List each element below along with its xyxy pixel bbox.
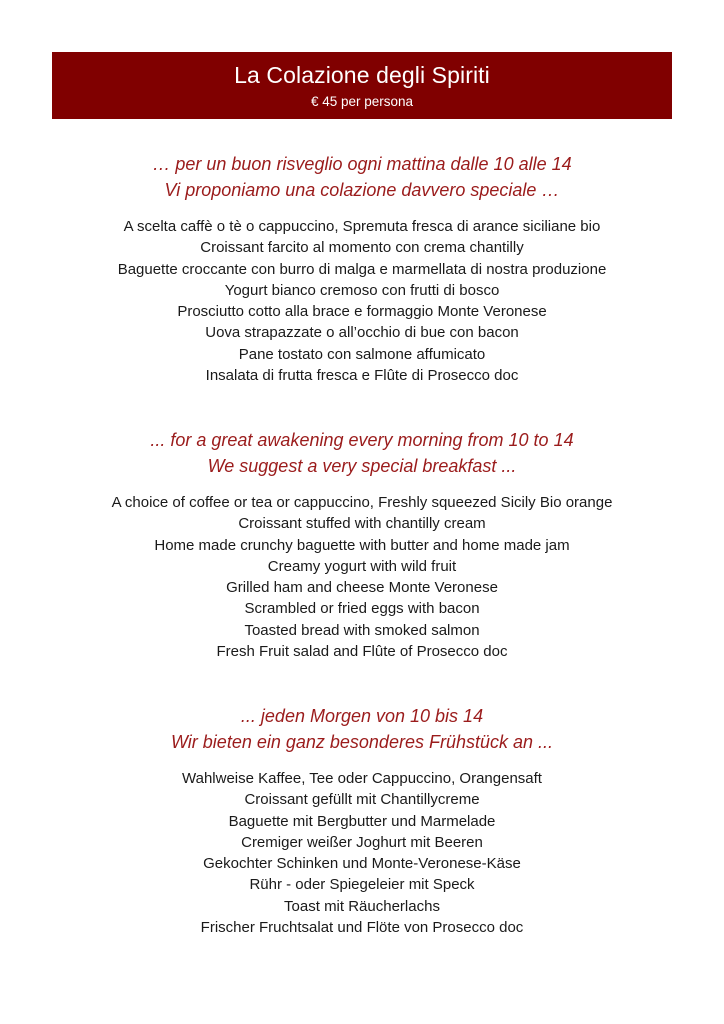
- intro-line: Vi proponiamo una colazione davvero speciale …: [164, 180, 560, 200]
- menu-item-list: [0, 492, 724, 662]
- section-intro: [0, 151, 724, 203]
- menu-item: Baguette mit Bergbutter und Marmelade: [228, 812, 496, 830]
- menu-item: Toast mit Räucherlachs: [284, 897, 440, 915]
- section-german: [0, 703, 724, 938]
- menu-header: [52, 52, 672, 119]
- menu-item: Frischer Fruchtsalat und Flöte von Prosecco doc: [200, 919, 524, 937]
- intro-line: ... for a great awakening every morning from 10 to 14: [150, 430, 574, 450]
- menu-item: Uova strapazzate o all’occhio di bue con bacon: [205, 324, 519, 342]
- menu-item: A choice of coffee or tea or cappuccino, Freshly squeezed Sicily Bio orange: [111, 494, 613, 511]
- section-english: [0, 427, 724, 662]
- menu-item: Pane tostato con salmone affumicato: [238, 345, 486, 363]
- menu-item: Wahlweise Kaffee, Tee oder Cappuccino, Orangensaft: [182, 770, 542, 787]
- section-intro: [0, 427, 724, 479]
- intro-line: We suggest a very special breakfast ...: [207, 456, 517, 476]
- menu-item: Cremiger weißer Joghurt mit Beeren: [241, 833, 483, 851]
- section-italian: [0, 151, 724, 386]
- menu-item: Croissant gefüllt mit Chantillycreme: [244, 791, 480, 809]
- menu-title: La Colazione degli Spiriti: [234, 62, 490, 88]
- menu-item: Gekochter Schinken und Monte-Veronese-Käse: [203, 855, 521, 873]
- menu-item: Insalata di frutta fresca e Flûte di Prosecco doc: [205, 367, 519, 385]
- intro-line: Wir bieten ein ganz besonderes Frühstück an ...: [170, 732, 554, 752]
- menu-item: Yogurt bianco cremoso con frutti di bosco: [224, 281, 500, 299]
- menu-price: € 45 per persona: [310, 94, 414, 109]
- menu-item: Scrambled or fried eggs with bacon: [244, 600, 480, 618]
- menu-item: Fresh Fruit salad and Flûte of Prosecco doc: [216, 643, 508, 661]
- menu-item: Rühr - oder Spiegeleier mit Speck: [249, 876, 475, 894]
- menu-item: Croissant stuffed with chantilly cream: [238, 515, 486, 533]
- menu-item: Grilled ham and cheese Monte Veronese: [226, 579, 498, 597]
- section-intro: [0, 703, 724, 755]
- intro-line: … per un buon risveglio ogni mattina dalle 10 alle 14: [152, 154, 572, 174]
- menu-item: Croissant farcito al momento con crema chantilly: [200, 239, 524, 257]
- menu-item-list: [0, 768, 724, 938]
- menu-item: Home made crunchy baguette with butter and home made jam: [154, 536, 570, 554]
- intro-line: ... jeden Morgen von 10 bis 14: [240, 706, 484, 726]
- menu-item: Prosciutto cotto alla brace e formaggio Monte Veronese: [177, 303, 547, 321]
- menu-item: Creamy yogurt with wild fruit: [267, 557, 457, 575]
- menu-item-list: [0, 216, 724, 386]
- menu-item: A scelta caffè o tè o cappuccino, Spremuta fresca di arance siciliane bio: [123, 218, 601, 235]
- menu-item: Baguette croccante con burro di malga e marmellata di nostra produzione: [117, 260, 607, 278]
- menu-item: Toasted bread with smoked salmon: [244, 621, 480, 639]
